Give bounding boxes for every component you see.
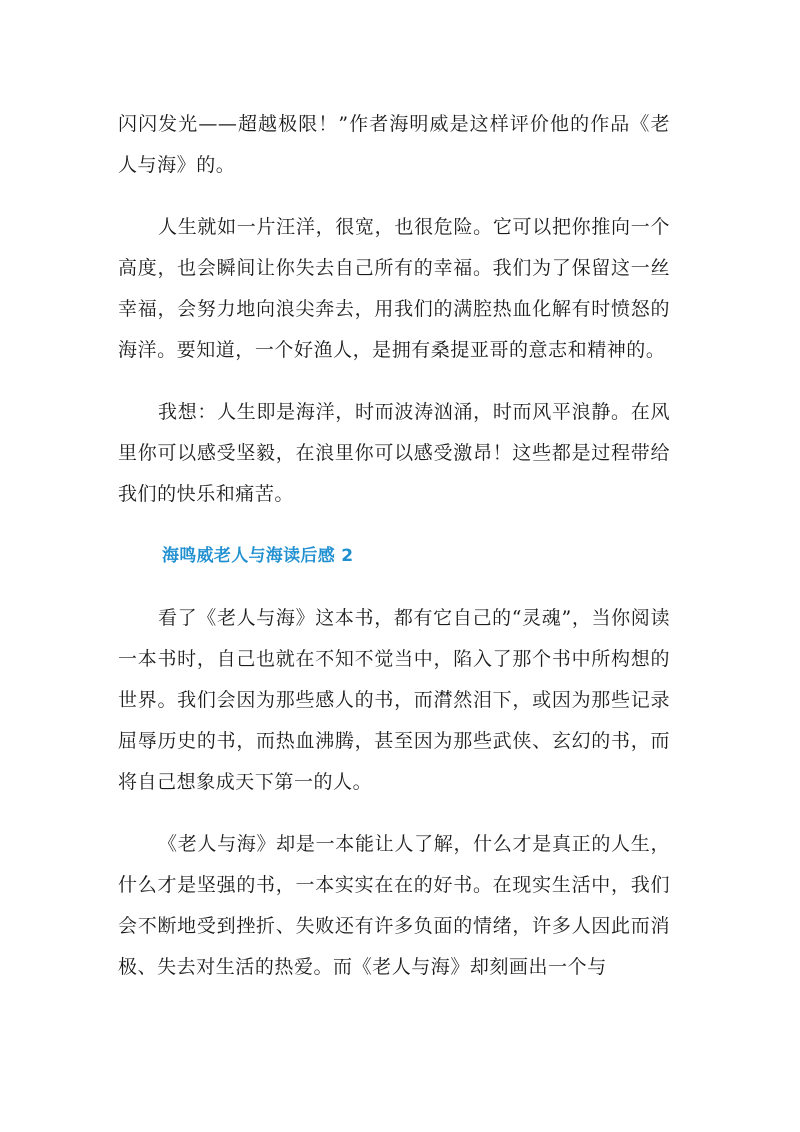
- paragraph-gap: [118, 515, 670, 536]
- paragraph-gap: [118, 186, 670, 207]
- paragraph-continued: 闪闪发光——超越极限！”作者海明威是这样评价他的作品《老人与海》的。: [118, 113, 670, 176]
- paragraph-i-think: 我想：人生即是海洋，时而波涛汹涌，时而风平浪静。在风里你可以感受坚毅，在浪里你可以感受激昂！这些都是过程带给我们的快乐和痛苦。: [118, 401, 670, 505]
- paragraph-gap: [118, 577, 670, 598]
- paragraph-gap: [118, 371, 670, 392]
- paragraph-life-ocean: 人生就如一片汪洋，很宽，也很危险。它可以把你推向一个高度，也会瞬间让你失去自己所有的幸福。我们为了保留这一丝幸福，会努力地向浪尖奔去，用我们的满腔热血化解有时愤怒的海洋。要知道，一个好渔人，是拥有桑提亚哥的意志和精神的。: [118, 216, 670, 361]
- section-heading: 海鸣威老人与海读后感 2: [162, 546, 354, 566]
- paragraph-gap: [118, 803, 670, 824]
- paragraph-true-life: 《老人与海》却是一本能让人了解，什么才是真正的人生，什么才是坚强的书，一本实实在在的好书。在现实生活中，我们会不断地受到挫折、失败还有许多负面的情绪，许多人因此而消极、失去对生活的热爱。而《老人与海》却刻画出一个与: [118, 833, 670, 978]
- paragraph-soul: 看了《老人与海》这本书，都有它自己的“灵魂”，当你阅读一本书时，自己也就在不知不觉当中，陷入了那个书中所构想的世界。我们会因为那些感人的书，而潸然泪下，或因为那些记录屈辱历史的书，而热血沸腾，甚至因为那些武侠、玄幻的书，而将自己想象成天下第一的人。: [118, 607, 670, 793]
- document-body: [118, 104, 670, 988]
